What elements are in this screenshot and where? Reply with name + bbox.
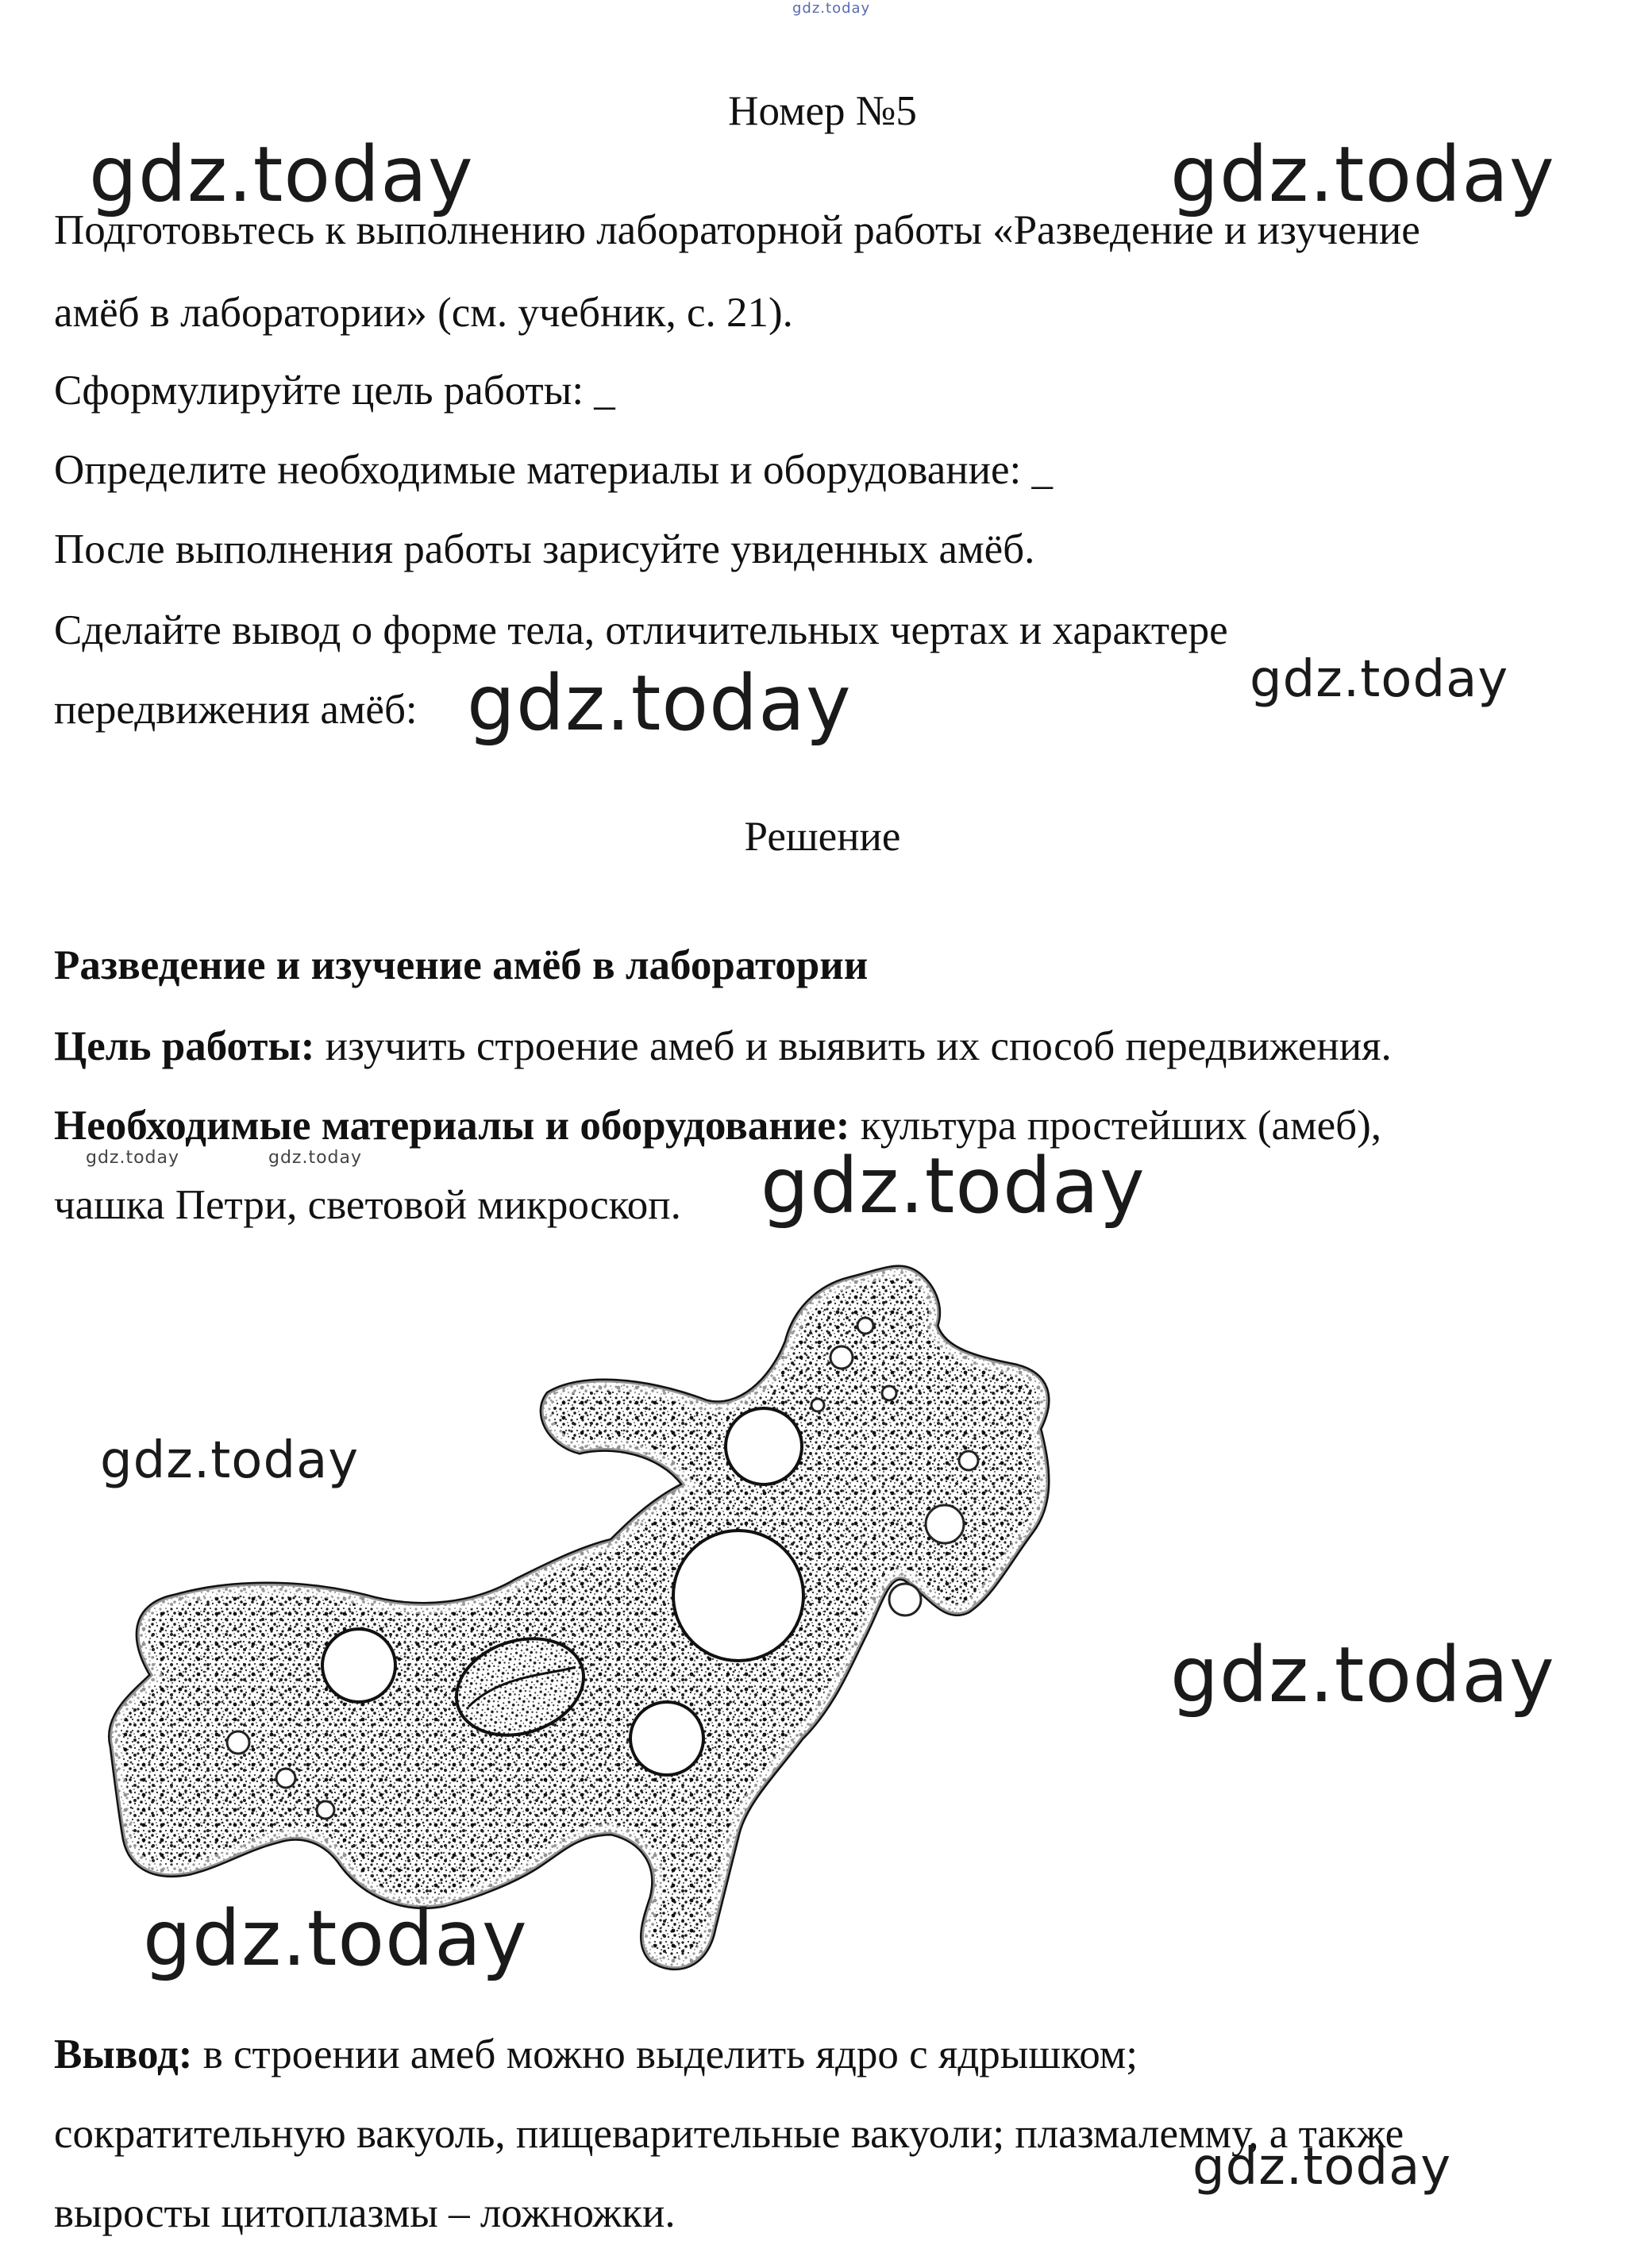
conclusion-text-1: в строении амеб можно выделить ядро с ядрышком; bbox=[192, 2031, 1138, 2077]
task-line-4: Определите необходимые материалы и оборудование: _ bbox=[54, 447, 1053, 493]
amoeba-drawing bbox=[103, 1262, 1056, 1985]
conclusion-line-3: выросты цитоплазмы – ложножки. bbox=[54, 2190, 676, 2236]
materials-text-1: культура простейших (амеб), bbox=[849, 1103, 1381, 1149]
goal-label: Цель работы: bbox=[54, 1023, 315, 1069]
watermark: gdz.today bbox=[1170, 130, 1555, 219]
watermark: gdz.today bbox=[268, 1148, 363, 1168]
watermark: gdz.today bbox=[143, 1894, 528, 1983]
goal-text: изучить строение амеб и выявить их способ передвижения. bbox=[314, 1023, 1392, 1069]
watermark: gdz.today bbox=[100, 1431, 360, 1490]
watermark: gdz.today bbox=[1192, 2138, 1452, 2197]
goal-line bbox=[54, 1021, 1610, 1072]
watermark: gdz.today bbox=[1170, 1631, 1555, 1719]
watermark: gdz.today bbox=[89, 130, 474, 219]
task-line-2: амёб в лаборатории» (см. учебник, с. 21). bbox=[54, 290, 793, 336]
watermark: gdz.today bbox=[761, 1142, 1146, 1230]
task-line-5: После выполнения работы зарисуйте увиденных амёб. bbox=[54, 526, 1035, 572]
task-line-3: Сформулируйте цель работы: _ bbox=[54, 368, 615, 414]
digestive-vacuole bbox=[322, 1629, 395, 1702]
conclusion-line-1 bbox=[54, 2029, 1610, 2080]
task-line-6: Сделайте вывод о форме тела, отличительных чертах и характере bbox=[54, 607, 1228, 653]
digestive-vacuole bbox=[726, 1408, 802, 1484]
solution-title: Разведение и изучение амёб в лаборатории bbox=[54, 942, 869, 988]
task-number: Номер №5 bbox=[728, 88, 917, 134]
top-watermark: gdz.today bbox=[792, 0, 871, 17]
conclusion-line-2: сократительную вакуоль, пищеварительные вакуоли; плазмалемму, а также bbox=[54, 2111, 1404, 2157]
contractile-vacuole bbox=[673, 1531, 803, 1661]
materials-line-2: чашка Петри, световой микроскоп. bbox=[54, 1182, 681, 1228]
conclusion-label: Вывод: bbox=[54, 2031, 193, 2077]
materials-label: Необходимые материалы и оборудование: bbox=[54, 1103, 850, 1149]
task-line-1: Подготовьтесь к выполнению лабораторной работы «Разведение и изучение bbox=[54, 207, 1420, 253]
watermark: gdz.today bbox=[467, 659, 852, 748]
watermark: gdz.today bbox=[1250, 650, 1509, 709]
watermark: gdz.today bbox=[86, 1148, 180, 1168]
task-line-7: передвижения амёб: bbox=[54, 687, 418, 733]
solution-heading: Решение bbox=[744, 814, 901, 860]
digestive-vacuole bbox=[630, 1702, 703, 1775]
